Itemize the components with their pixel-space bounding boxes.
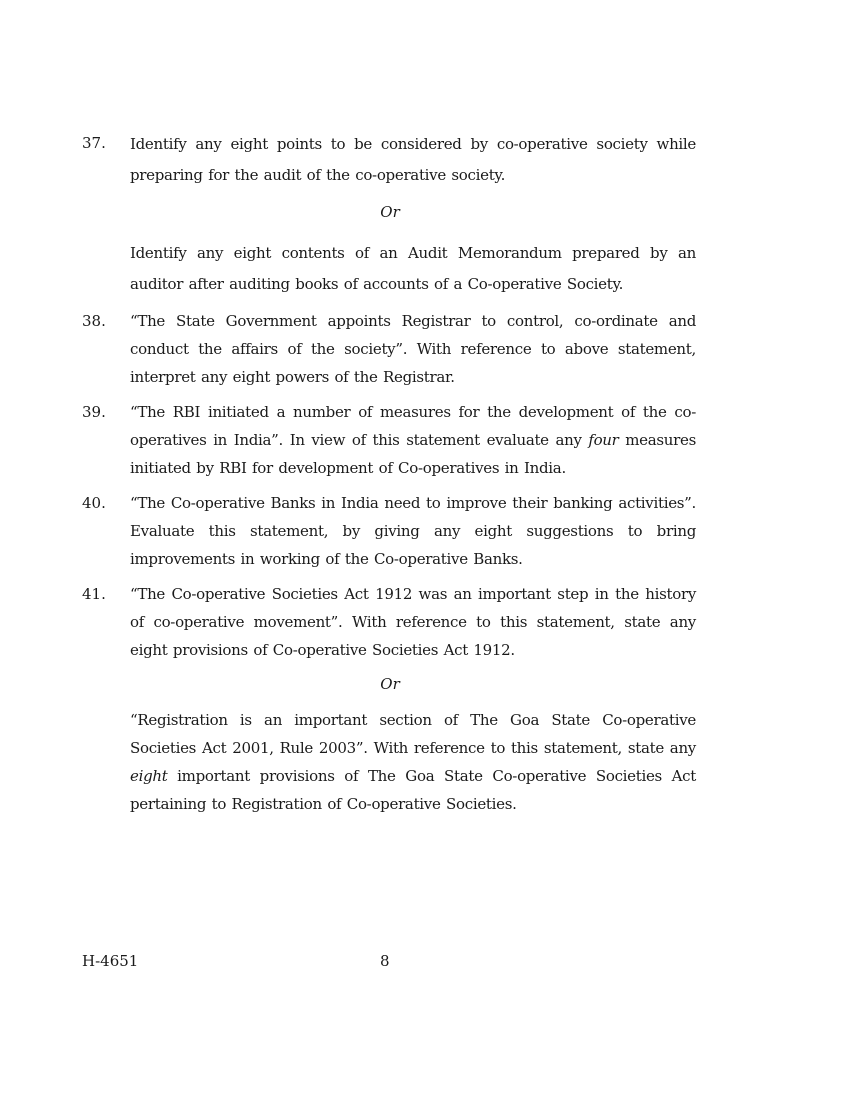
question-number: 37. (82, 134, 106, 152)
question-text-part: measures initiated by RBI for development of Co-operatives in India. (130, 431, 696, 477)
paper-code: H-4651 (82, 952, 139, 970)
question-number: 40. (82, 494, 106, 512)
page-number: 8 (380, 952, 390, 970)
or-divider: Or (380, 203, 400, 221)
question-number: 38. (82, 312, 106, 330)
question-41-alternative (130, 706, 696, 818)
question-text (130, 398, 696, 482)
question-39 (82, 398, 696, 482)
or-divider: Or (380, 675, 400, 693)
emphasis-word: four (588, 431, 619, 449)
question-37 (82, 129, 696, 191)
question-text: Identify any eight points to be considered by co-operative society while preparing for the audit of the co-operative society. (130, 135, 696, 184)
question-37-alternative: Identify any eight contents of an Audit Memorandum prepared by an auditor after auditing books of accounts of a Co-operative Society. (130, 244, 696, 293)
question-text-part: “The RBI initiated a number of measures for the development of the co-operatives in India”. In view of this statement evaluate any (130, 403, 696, 449)
question-38 (82, 307, 696, 391)
question-number: 39. (82, 403, 106, 421)
question-text: “The Co-operative Societies Act 1912 was an important step in the history of co-operative movement”. With reference to this statement, state any eight provisions of Co-operative Societies Act 1912. (130, 585, 696, 659)
question-text-part: important provisions of The Goa State Co-operative Societies Act pertaining to Registration of Co-operative Societies. (130, 767, 696, 813)
question-text-part: “Registration is an important section of The Goa State Co-operative Societies Act 2001, Rule 2003”. With reference to this statement, state any (130, 711, 696, 757)
question-40 (82, 489, 696, 573)
question-text: “The Co-operative Banks in India need to improve their banking activities”. Evaluate this statement, by giving any eight suggestions to bring improvements in working of the Co-operative Banks. (130, 494, 696, 568)
question-text: “The State Government appoints Registrar to control, co-ordinate and conduct the affairs of the society”. With reference to above statement, interpret any eight powers of the Registrar. (130, 312, 696, 386)
question-41 (82, 580, 696, 664)
question-number: 41. (82, 585, 106, 603)
emphasis-word: eight (130, 767, 168, 785)
